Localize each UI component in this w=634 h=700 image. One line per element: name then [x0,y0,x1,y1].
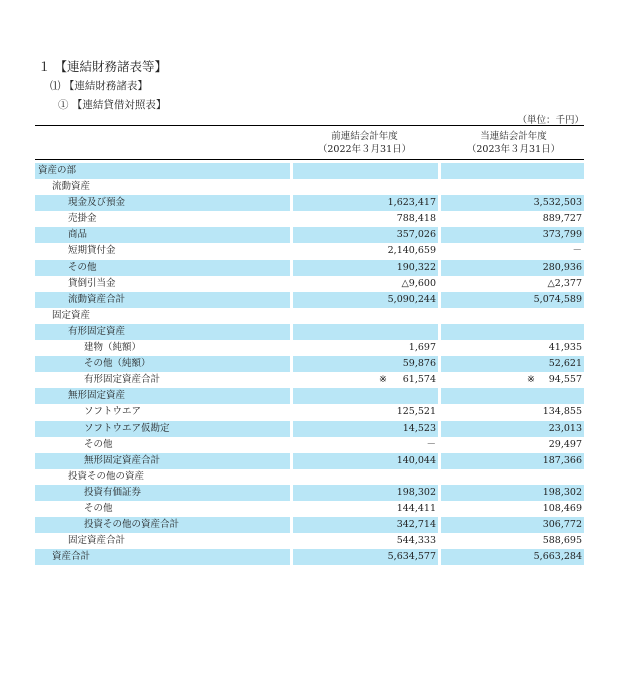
prev-year-cell [293,243,438,259]
table-row [35,485,584,501]
row-label-cell [35,163,290,179]
curr-year-value: 5,663,284 [533,551,582,563]
table-row [35,211,584,227]
row-label-cell [35,276,290,292]
prev-year-cell [293,227,438,243]
table-row [35,195,584,211]
row-label: 固定資産 [52,309,91,321]
curr-year-value: 41,935 [548,342,582,354]
row-label-cell [35,437,290,453]
curr-year-cell [441,485,584,501]
row-label-cell [35,517,290,533]
curr-year-value: 94,557 [548,374,582,386]
prev-year-value: 59,876 [402,358,436,370]
prev-year-value: 788,418 [396,213,436,225]
prev-year-cell [293,195,438,211]
prev-year-value: △9,600 [401,277,436,289]
curr-year-cell [441,533,584,549]
curr-year-value: 198,302 [542,486,582,498]
table-row [35,517,584,533]
note-mark: ※ [527,374,535,386]
curr-year-value: 280,936 [542,261,582,273]
curr-year-cell [441,227,584,243]
curr-year-cell [441,308,584,324]
prev-year-value: 5,090,244 [387,293,436,305]
row-label: 無形固定資産合計 [84,454,161,466]
row-label: 現金及び預金 [68,197,126,209]
curr-year-cell [441,372,584,388]
prev-year-cell [293,292,438,308]
row-label: その他（純額） [84,358,151,370]
curr-year-value: 5,074,589 [533,293,582,305]
curr-year-cell [441,549,584,565]
row-label: 流動資産合計 [68,293,126,305]
row-label: 短期貸付金 [68,245,116,257]
row-label: 商品 [68,229,88,241]
prev-year-cell [293,388,438,404]
row-label-cell [35,260,290,276]
curr-year-cell [441,340,584,356]
curr-year-cell [441,163,584,179]
row-label-cell [35,340,290,356]
curr-year-cell [441,324,584,340]
column-header-prev [292,130,437,156]
row-label: 売掛金 [68,213,97,225]
column-header-curr [441,130,586,156]
curr-year-value: △2,377 [547,277,582,289]
row-label: 固定資産合計 [68,535,126,547]
row-label-cell [35,243,290,259]
table-row [35,501,584,517]
row-label: ソフトウエア仮勘定 [84,422,170,434]
row-label-cell [35,308,290,324]
subsection-heading: ⑴ 【連結財務諸表】 [50,80,148,92]
prev-year-cell [293,356,438,372]
table-row [35,404,584,420]
row-label-cell [35,372,290,388]
curr-year-cell [441,356,584,372]
curr-year-cell [441,517,584,533]
prev-year-value: － [426,438,436,450]
statement-title: ① 【連結貸借対照表】 [58,99,167,111]
row-label-cell [35,404,290,420]
prev-year-cell [293,533,438,549]
table-row [35,388,584,404]
prev-year-cell [293,437,438,453]
curr-year-value: 187,366 [542,454,582,466]
prev-year-value: 190,322 [396,261,436,273]
prev-year-value: 357,026 [396,229,436,241]
curr-year-cell [441,437,584,453]
row-label-cell [35,469,290,485]
prev-year-value: 2,140,659 [387,245,436,257]
table-row [35,469,584,485]
curr-year-value: 23,013 [548,422,582,434]
row-label: その他 [84,502,113,514]
prev-year-value: 1,697 [408,342,436,354]
section-heading: １ 【連結財務諸表等】 [38,59,167,74]
prev-year-cell [293,324,438,340]
curr-year-cell [441,179,584,195]
curr-year-value: 29,497 [548,438,582,450]
curr-year-value: 52,621 [548,358,582,370]
prev-year-value: 5,634,577 [387,551,436,563]
row-label-cell [35,485,290,501]
row-label: その他 [84,438,113,450]
prev-year-value: 342,714 [396,519,436,531]
table-row [35,549,584,565]
prev-year-cell [293,485,438,501]
row-label: 有形固定資産 [68,325,126,337]
table-row [35,179,584,195]
prev-year-value: 14,523 [402,422,436,434]
prev-year-cell [293,469,438,485]
curr-year-value: 3,532,503 [533,197,582,209]
unit-label: （単位：千円） [517,115,584,126]
table-row [35,340,584,356]
row-label-cell [35,211,290,227]
note-mark: ※ [379,374,387,386]
column-header-prev-date: （2022年３月31日） [317,144,412,155]
prev-year-cell [293,453,438,469]
table-row [35,421,584,437]
prev-year-value: 140,044 [396,454,436,466]
curr-year-cell [441,501,584,517]
prev-year-cell [293,549,438,565]
prev-year-cell [293,340,438,356]
table-row [35,260,584,276]
table-top-rule [35,125,584,126]
row-label: 資産の部 [38,165,77,176]
prev-year-cell [293,211,438,227]
curr-year-cell [441,195,584,211]
table-row [35,372,584,388]
curr-year-value: 306,772 [542,519,582,531]
prev-year-cell [293,372,438,388]
column-header-curr-title: 当連結会計年度 [480,131,547,142]
curr-year-cell [441,453,584,469]
curr-year-cell [441,292,584,308]
curr-year-cell [441,388,584,404]
curr-year-cell [441,276,584,292]
row-label-cell [35,533,290,549]
table-row [35,324,584,340]
row-label-cell [35,292,290,308]
prev-year-value: 198,302 [396,486,436,498]
table-row [35,533,584,549]
table-row [35,227,584,243]
row-label-cell [35,356,290,372]
row-label: 有形固定資産合計 [84,374,161,386]
curr-year-value: 134,855 [542,406,582,418]
curr-year-cell [441,211,584,227]
row-label: 流動資産 [52,181,91,193]
curr-year-value: － [572,245,582,257]
curr-year-value: 373,799 [542,229,582,241]
prev-year-value: 125,521 [396,406,436,418]
row-label-cell [35,195,290,211]
row-label-cell [35,549,290,565]
row-label-cell [35,179,290,195]
column-header-prev-title: 前連結会計年度 [331,131,398,142]
row-label-cell [35,421,290,437]
row-label-cell [35,453,290,469]
curr-year-cell [441,243,584,259]
prev-year-cell [293,179,438,195]
row-label: 投資有価証券 [84,486,142,498]
curr-year-cell [441,260,584,276]
prev-year-value: 61,574 [402,374,436,386]
row-label: 建物（純額） [84,342,142,354]
row-label: 無形固定資産 [68,390,126,402]
table-row [35,308,584,324]
curr-year-cell [441,421,584,437]
balance-sheet-table [35,163,584,565]
prev-year-cell [293,421,438,437]
table-row [35,292,584,308]
row-label: その他 [68,261,97,273]
curr-year-value: 889,727 [542,213,582,225]
prev-year-cell [293,276,438,292]
row-label-cell [35,324,290,340]
table-row [35,356,584,372]
prev-year-cell [293,517,438,533]
prev-year-cell [293,260,438,276]
table-header-rule [35,159,584,160]
prev-year-cell [293,308,438,324]
prev-year-value: 544,333 [396,535,436,547]
table-row [35,437,584,453]
row-label-cell [35,501,290,517]
row-label: ソフトウエア [84,406,142,418]
row-label: 投資その他の資産 [68,470,145,482]
prev-year-value: 144,411 [396,502,436,514]
curr-year-value: 588,695 [542,535,582,547]
row-label: 貸倒引当金 [68,277,116,289]
prev-year-cell [293,163,438,179]
prev-year-cell [293,404,438,420]
prev-year-cell [293,501,438,517]
row-label-cell [35,388,290,404]
table-row [35,243,584,259]
table-row [35,163,584,179]
prev-year-value: 1,623,417 [387,197,436,209]
table-row [35,276,584,292]
curr-year-value: 108,469 [542,502,582,514]
table-row [35,453,584,469]
curr-year-cell [441,469,584,485]
column-header-curr-date: （2023年３月31日） [466,144,561,155]
row-label: 資産合計 [52,551,91,563]
curr-year-cell [441,404,584,420]
row-label-cell [35,227,290,243]
row-label: 投資その他の資産合計 [84,519,180,531]
